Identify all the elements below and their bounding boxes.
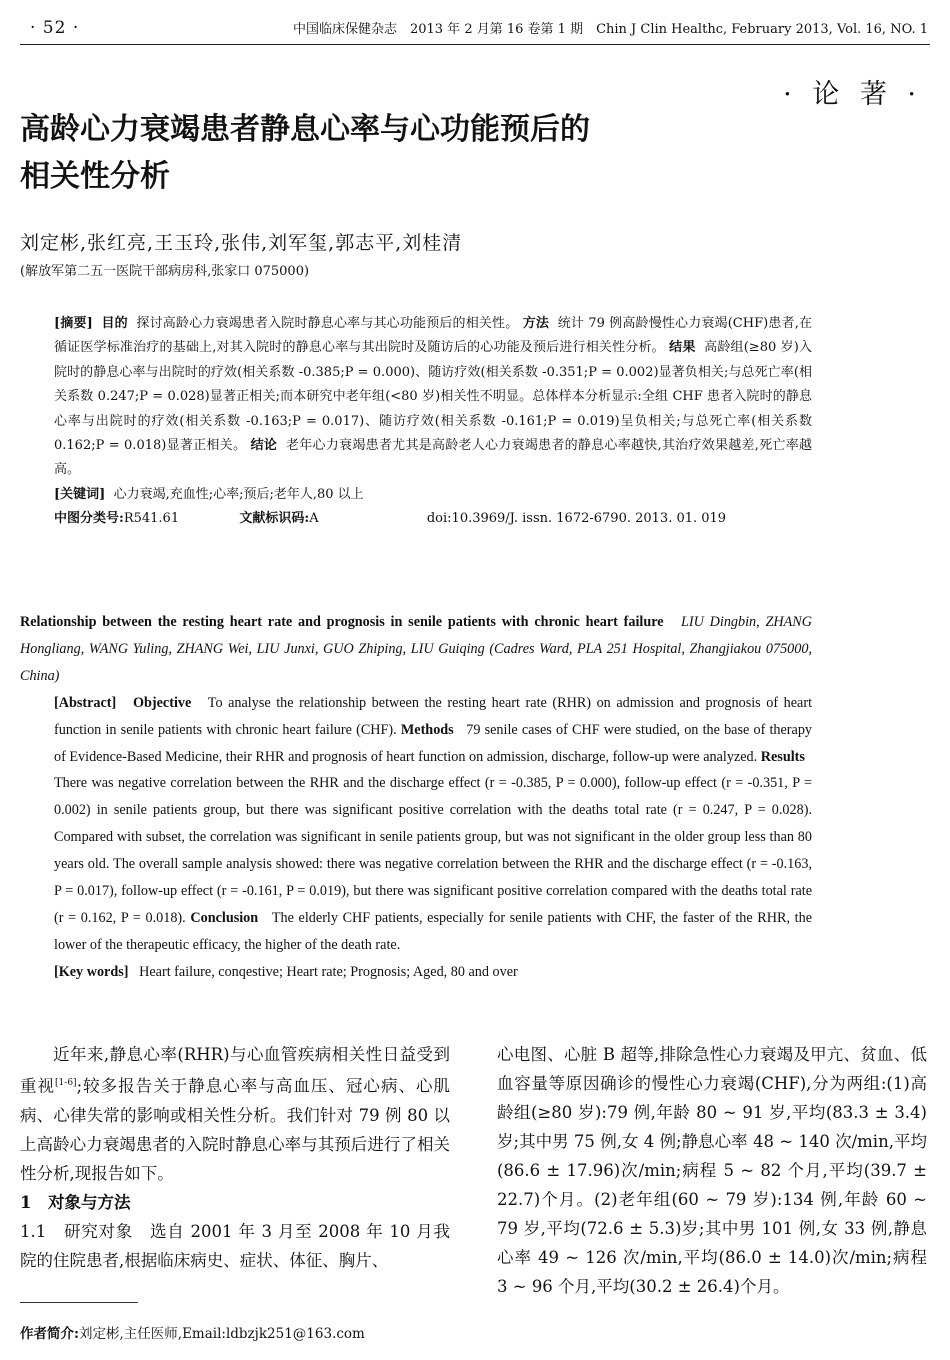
body-right-column (497, 1040, 927, 1301)
en-abstract-paragraph (20, 690, 812, 959)
en-conclusion: The elderly CHF patients, especially for senile patients with CHF, the faster of the RHR, the lower of the therapeutic efficacy, the higher of the death rate. (54, 909, 813, 953)
intro-citation: [1-6] (55, 1078, 77, 1088)
cn-conclusion: 老年心力衰竭患者尤其是高龄老人心力衰竭患者的静息心率越快,其治疗效果越差,死亡率越高。 (54, 438, 813, 478)
english-abstract (20, 609, 812, 986)
cn-objective: 探讨高龄心力衰竭患者入院时静息心率与其心功能预后的相关性。 (136, 316, 519, 331)
en-conclusion-label: Conclusion (190, 909, 259, 926)
cn-conclusion-label: 结论 (250, 438, 278, 454)
en-keywords: Heart failure, conqestive; Heart rate; Prognosis; Aged, 80 and over (139, 963, 518, 980)
section-tag: · 论 著 · (783, 79, 922, 110)
body-left-column (20, 1040, 450, 1275)
en-results-label: Results (760, 748, 805, 765)
cn-objective-label: 目的 (101, 316, 128, 331)
cn-results-label: 结果 (669, 340, 696, 356)
authors: 刘定彬,张红亮,王玉玲,张伟,刘军玺,郭志平,刘桂清 (20, 232, 463, 254)
en-abstract-label: [Abstract] (54, 694, 117, 711)
journal-header: 中国临床保健杂志 2013 年 2 月第 16 卷第 1 期 Chin J Clin Healthc, February 2013, Vol. 16, NO. 1 (292, 22, 928, 37)
cn-methods-label: 方法 (522, 316, 550, 331)
subsection-1-1: 1.1 研究对象 选自 2001 年 3 月至 2008 年 10 月我院的住院患者,根据临床病史、症状、体征、胸片、 (20, 1221, 450, 1270)
title-line-2: 相关性分析 (20, 159, 170, 194)
cn-abstract-paragraph (20, 312, 812, 483)
article-title (20, 106, 720, 200)
en-objective-label: Objective (132, 694, 192, 711)
cn-keywords-label: [关键词] (54, 486, 106, 502)
header-rule (20, 44, 930, 45)
section-1-heading: 1 对象与方法 (20, 1192, 131, 1212)
intro-text-a: 近年来,静息心率(RHR)与心血管疾病相关性日益受到重视 (20, 1045, 450, 1096)
footnote-label: 作者简介: (20, 1326, 79, 1342)
cn-abstract-label: [摘要] (54, 316, 93, 331)
footnote-text: 刘定彬,主任医师,Email:ldbzjk251@163.com (78, 1326, 365, 1342)
en-methods-label: Methods (400, 721, 454, 738)
classification-line (20, 507, 812, 531)
right-column-text: 心电图、心脏 B 超等,排除急性心力衰竭及甲亢、贫血、低血容量等原因确诊的慢性心力衰竭(CHF),分为两组:(1)高龄组(≥80 岁):79 例,年龄 80 ~ 91 岁,平均(83.3 ± 3.4)岁;其中男 75 例,女 4 例;静息心率 48 ~ 140 次/min,平均(86.6 ± 17.96)次/min;病程 5 ~ 82 个月,平均(39.7 ± 22.7)个月。(2)老年组(60 ~ 79 岁):134 例,年龄 60 ~ 79 岁,平均(72.6 ± 5.3)岁;其中男 101 例,女 33 例,静息心率 49 ~ 126 次/min,平均(86.0 ± 14.0)次/min;病程 3 ~ 96 个月,平均(30.2 ± 26.4)个月。 (497, 1045, 927, 1296)
en-objective: To analyse the relationship between the resting heart rate (RHR) on admission and prognosis of heart function in senile patients with chronic heart failure (CHF). (54, 694, 813, 738)
intro-paragraph (20, 1040, 450, 1188)
clc-label: 中图分类号: (54, 511, 124, 527)
chinese-abstract (20, 312, 812, 532)
en-title: Relationship between the resting heart rate and prognosis in senile patients with chronic heart failure (20, 614, 664, 630)
intro-text-b: ;较多报告关于静息心率与高血压、冠心病、心肌病、心律失常的影响或相关性分析。我们针对 79 例 80 以上高龄心力衰竭患者的入院时静息心率与其预后进行了相关性分析,现报告如下。 (20, 1076, 451, 1183)
cn-methods: 统计 79 例高龄慢性心力衰竭(CHF)患者,在循证医学标准治疗的基础上,对其入院时的静息心率与其出院时及随访后的心功能及预后进行相关性分析。 (54, 316, 812, 356)
cn-keywords-line (20, 483, 812, 507)
title-line-1: 高龄心力衰竭患者静息心率与心功能预后的 (20, 112, 590, 147)
author-footnote (20, 1322, 365, 1342)
cn-keywords: 心力衰竭,充血性;心率;预后;老年人,80 以上 (113, 486, 364, 502)
doi: doi:10.3969/J. issn. 1672-6790. 2013. 01. 019 (426, 511, 727, 527)
en-methods: 79 senile cases of CHF were studied, on the base of therapy of Evidence-Based Medicine, their RHR and prognosis of heart function on admission, discharge, follow-up were analyzed. (54, 721, 813, 765)
en-keywords-label: [Key words] (54, 963, 129, 980)
cn-results: 高龄组(≥80 岁)入院时的静息心率与出院时的疗效(相关系数 -0.385;P = 0.000)、随访疗效(相关系数 -0.351;P = 0.002)显著负相关;与总死亡率(相关系数 0.247;P = 0.028)显著正相关;而本研究中老年组(<80 岁)相关性不明显。总体样本分析显示:全组 CHF 患者入院时的静息心率与出院时的疗效(相关系数 -0.163;P = 0.017)、随访疗效(相关系数 -0.161;P = 0.019)呈负相关;与总死亡率(相关系数 0.162;P = 0.018)显著正相关。 (54, 340, 812, 454)
clc-code: R541.61 (123, 511, 180, 527)
page-number: · 52 · (30, 18, 80, 38)
affiliation: (解放军第二五一医院干部病房科,张家口 075000) (20, 264, 310, 279)
en-title-paragraph (20, 609, 812, 690)
en-authors-affiliation: LIU Dingbin, ZHANG Hongliang, WANG Yuling, ZHANG Wei, LIU Junxi, GUO Zhiping, LIU Guiqing (Cadres Ward, PLA 251 Hospital, Zhangjiakou 075000, China) (20, 614, 812, 684)
en-results: There was negative correlation between the RHR and the discharge effect (r = -0.385, P = 0.000), follow-up effect (r = -0.351, P = 0.002) in senile patients group, but there was significant positive correlation with the deaths total rate (r = 0.247, P = 0.028). Compared with subset, the correlation was significant in senile patients group, but was not significant in the older group less than 80 years old. The overall sample analysis showed: there was negative correlation between the RHR and the discharge effect (r = -0.163, P = 0.017), follow-up effect (r = -0.161, P = 0.019), but there was significant positive correlation compared with the deaths total rate (r = 0.162, P = 0.018). (54, 775, 812, 926)
footnote-rule (20, 1302, 138, 1303)
en-keywords-line (20, 959, 812, 986)
doc-code-label: 文献标识码: (239, 511, 310, 527)
doc-code: A (309, 511, 319, 527)
